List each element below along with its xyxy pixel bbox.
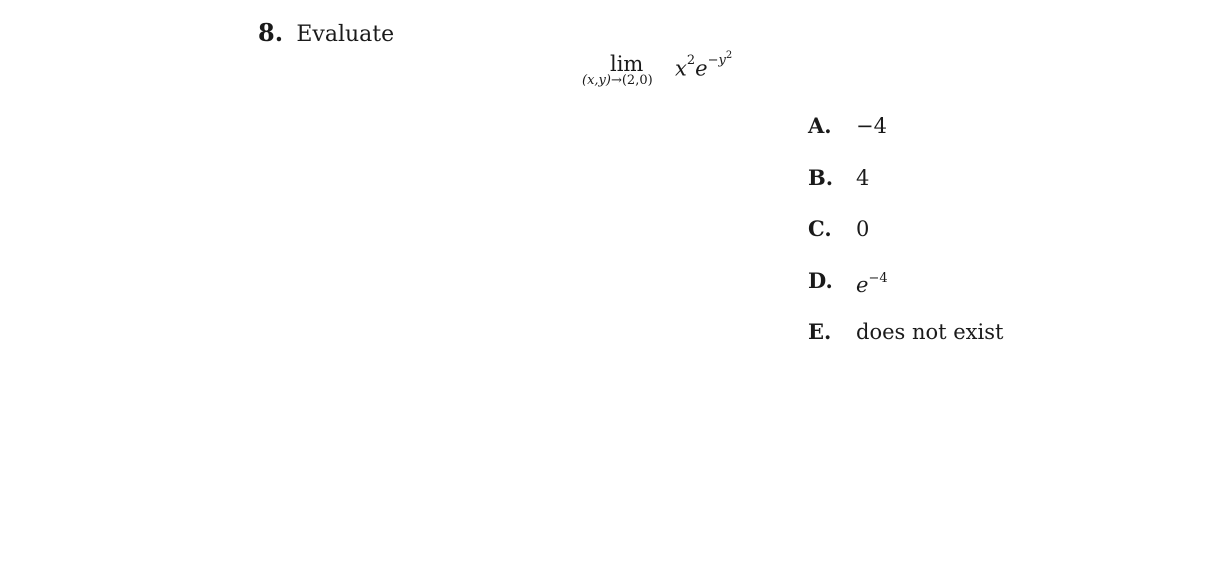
- choice-d-base: e: [856, 272, 869, 297]
- choice-letter: A.: [808, 113, 832, 138]
- choice-c[interactable]: [808, 214, 1003, 266]
- question-header: [258, 18, 394, 50]
- limit-subscript-point: (2,0): [621, 73, 653, 88]
- expr-base-exp: 2: [686, 53, 696, 69]
- choice-b[interactable]: [808, 163, 1003, 215]
- choice-letter: D.: [808, 267, 833, 293]
- choice-letter: C.: [808, 216, 832, 241]
- expr-exp-base: e: [695, 56, 708, 81]
- choice-d-exponent: −4: [868, 270, 888, 286]
- answer-choices: [808, 111, 1003, 369]
- expr-base-var: x: [675, 56, 687, 81]
- limit-subscript: [582, 73, 653, 89]
- limit-subscript-arrow: →: [610, 73, 622, 88]
- choice-letter: E.: [808, 319, 832, 344]
- choice-text: [856, 266, 888, 300]
- expr-exp-sign: −: [707, 53, 719, 69]
- choice-text: does not exist: [856, 320, 1004, 344]
- limit-operator: lim: [610, 52, 644, 76]
- choice-text: 4: [856, 165, 870, 190]
- question-number: 8.: [258, 18, 284, 47]
- choice-a[interactable]: [808, 111, 1003, 163]
- limit-subscript-vars: (x,y): [582, 73, 611, 88]
- choice-letter: B.: [808, 164, 834, 190]
- choice-d[interactable]: [808, 266, 1003, 318]
- limit-formula: [580, 44, 750, 98]
- expr-exp-var: y: [718, 53, 726, 69]
- expr-exp-var-power: 2: [725, 50, 733, 61]
- choice-text: 0: [856, 217, 870, 241]
- question-prompt: Evaluate: [296, 22, 395, 47]
- expr-exponent: [707, 50, 733, 69]
- choice-text: −4: [856, 114, 887, 138]
- choice-e[interactable]: [808, 317, 1003, 369]
- limit-expression: [675, 48, 732, 80]
